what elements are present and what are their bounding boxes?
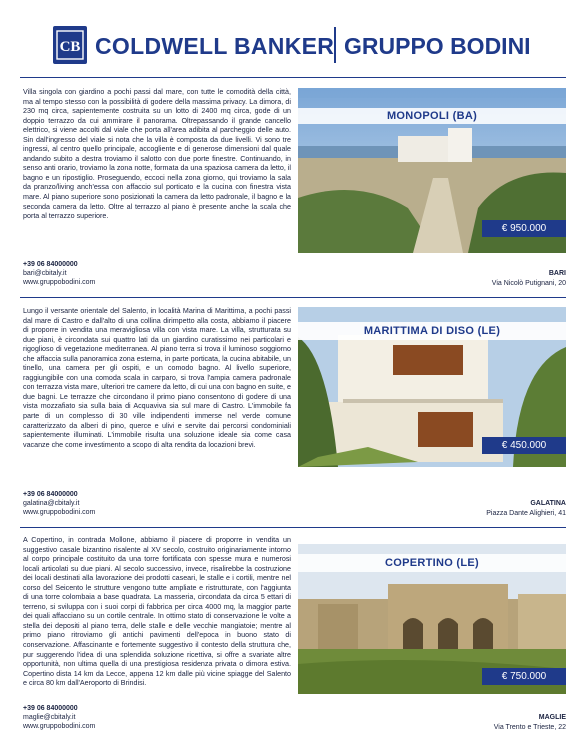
office-address: Via Trento e Trieste, 22 <box>493 724 566 731</box>
brand-name: COLDWELL BANKER <box>95 33 335 59</box>
office-city: MAGLIE <box>538 714 566 721</box>
listing-copertino <box>20 536 566 741</box>
listing-marittima <box>20 307 566 528</box>
brand-divider <box>334 27 336 63</box>
office-address: Piazza Dante Alighieri, 41 <box>486 510 566 517</box>
contact-website[interactable]: www.gruppobodini.com <box>23 279 96 286</box>
listing-office <box>486 499 566 519</box>
listing-price: € 450.000 <box>482 437 566 454</box>
header-divider <box>20 77 566 78</box>
svg-text:CB: CB <box>59 39 81 55</box>
coldwell-banker-logo <box>53 26 87 64</box>
office-address: Via Nicolò Putignani, 20 <box>491 280 566 287</box>
contact-email[interactable]: maglie@cbitaly.it <box>23 714 76 721</box>
listing-divider <box>20 297 566 298</box>
listing-price: € 950.000 <box>482 220 566 237</box>
listing-description: Villa singola con giardino a pochi passi dal mare, con tutte le comodità della città, ma al tempo stesso con la possibilità di godere della massima privacy. La dimora, di 230 mq circa, sapientemente costruita su un lotto di 2400 mq circa, gode di un doppio terrazzo da cui ammirare il panorama. Oltrepassando il grande cancello elettrico, si viene accolti dal viale che porta all'area adibita al parcheggio delle auto. Sin dall'ingresso del viale si nota che la villa è composta da due livelli. Vi sono tre ingressi, al centro quello principale, accogliente e di generose dimensioni dal quale andando subito a destra troviamo il salotto con due porte finestre. Continuando, in senso anti orario, troviamo la zona notte, formata da una spaziosa camera da letto, il bagno e un ripostiglio. Proseguendo, eccoci nella zona giorno, qui troviamo la sala da pranzo/living anch'essa con affaccio sul porticato e la cucina con finestra vista mare. Al piano superiore sono posizionati la camera da letto padronale, il bagno e la seconda camera da letto. Oltre al terrazzo al piano è presente anche la scala che porta al terrazzo superiore. <box>23 88 291 221</box>
contact-website[interactable]: www.gruppobodini.com <box>23 509 96 516</box>
listing-price: € 750.000 <box>482 668 566 685</box>
listing-description: A Copertino, in contrada Mollone, abbiamo il piacere di proporre in vendita un suggestivo casale bizantino risalente al XV secolo, costruito originariamente intorno al corpo principale costituito da una torre fortificata con spesse mura e numerosi locali articolati su due piani. Al secolo successivo, invece, risalirebbe la costruzione dei locali destinati alla lavorazione dei prodotti caseari, le stalle e i cortili, mentre nel corso del Seicento le strutture vengono tutte ampliate e ristrutturate, con l'aggiunta di una torre colombaia a base quadrata. La masseria, circondata da circa 5 ettari di terreno, si sviluppa con i suoi corpi di fabbrica per circa 4000 mq, la maggior parte dei quali affacciano su un cortile centrale. In ottimo stato di conservazione le volte a stella dei depositi al piano terra, delle stalle e delle vecchie mangiatoie; mentre al primo piano ritroviamo gli antichi pavimenti dell'epoca in buono stato di conservazione. Affascinante e fortemente suggestivo il contesto della struttura che, pur suggerendo l'idea di una splendida soluzione ricettiva, si offre a svariate altre opportunità, non ultima quella di una prestigiosa residenza privata o dimora estiva. Copertino dista 14 km da Lecce, appena 12 km dalle più vicine spiagge del Salento e circa 80 km dall'Aeroporto di Brindisi. <box>23 536 291 688</box>
listing-photo <box>298 544 566 694</box>
listing-location-title: MARITTIMA DI DISO (LE) <box>298 322 566 340</box>
listing-divider <box>20 527 566 528</box>
listing-contact <box>23 490 95 517</box>
listing-contact <box>23 704 95 731</box>
listing-photo <box>298 307 566 467</box>
contact-phone: +39 06 84000000 <box>23 491 78 498</box>
listing-office <box>494 713 566 733</box>
listing-office <box>492 269 566 289</box>
listing-contact <box>23 260 95 287</box>
contact-email[interactable]: galatina@cbitaly.it <box>23 500 80 507</box>
contact-website[interactable]: www.gruppobodini.com <box>23 723 96 730</box>
listing-location-title: MONOPOLI (BA) <box>298 108 566 124</box>
contact-phone: +39 06 84000000 <box>23 261 78 268</box>
contact-phone: +39 06 84000000 <box>23 705 78 712</box>
office-city: BARI <box>548 270 566 277</box>
listing-monopoli <box>20 88 566 298</box>
page-header <box>0 0 580 78</box>
listing-location-title: COPERTINO (LE) <box>298 554 566 572</box>
office-city: GALATINA <box>530 500 566 507</box>
listing-description: Lungo il versante orientale del Salento, in località Marina di Marittima, a pochi passi dal mare di Castro e dall'alto di una collina dirimpetto alla costa, abbiamo il piacere di proporre in vendita una meravigliosa villa con vista mare. La villa, strutturata su due piani, è circondata sui quattro lati da un giardino curatissimo nei particolari e rigoglioso di vegetazione mediterranea. Al piano terra si trova il luminoso soggiorno che affaccia sulla panoramica zona esterna, in parte porticata, la cucina abitabile, un tinello, una camera per gli ospiti, e un comodo bagno. Al livello superiore, raggiungibile con una comoda scala in carparo, si trova l'ampia camera padronale con terrazza vista mare, ulteriori tre camere da letto, di cui una con bagno en suite, e due bagni. Le terrazze che circondano il primo piano consentono di godere di una vista mozzafiato sia sulla baia di Acquaviva sia sul mare di Castro. L'immobile fa parte di un complesso di 30 ville indipendenti immerse nel verde comune caratterizzato da alberi di pino, querce e ulivi e servite dai percorsi condominiali sapientemente illuminati. L'immobile risulta una soluzione ideale sia come casa vacanze che come investimento a scopo di alta rendita da locazioni brevi. <box>23 307 291 449</box>
contact-email[interactable]: bari@cbitaly.it <box>23 270 67 277</box>
brand-subtitle: GRUPPO BODINI <box>344 33 531 59</box>
listing-photo <box>298 88 566 253</box>
